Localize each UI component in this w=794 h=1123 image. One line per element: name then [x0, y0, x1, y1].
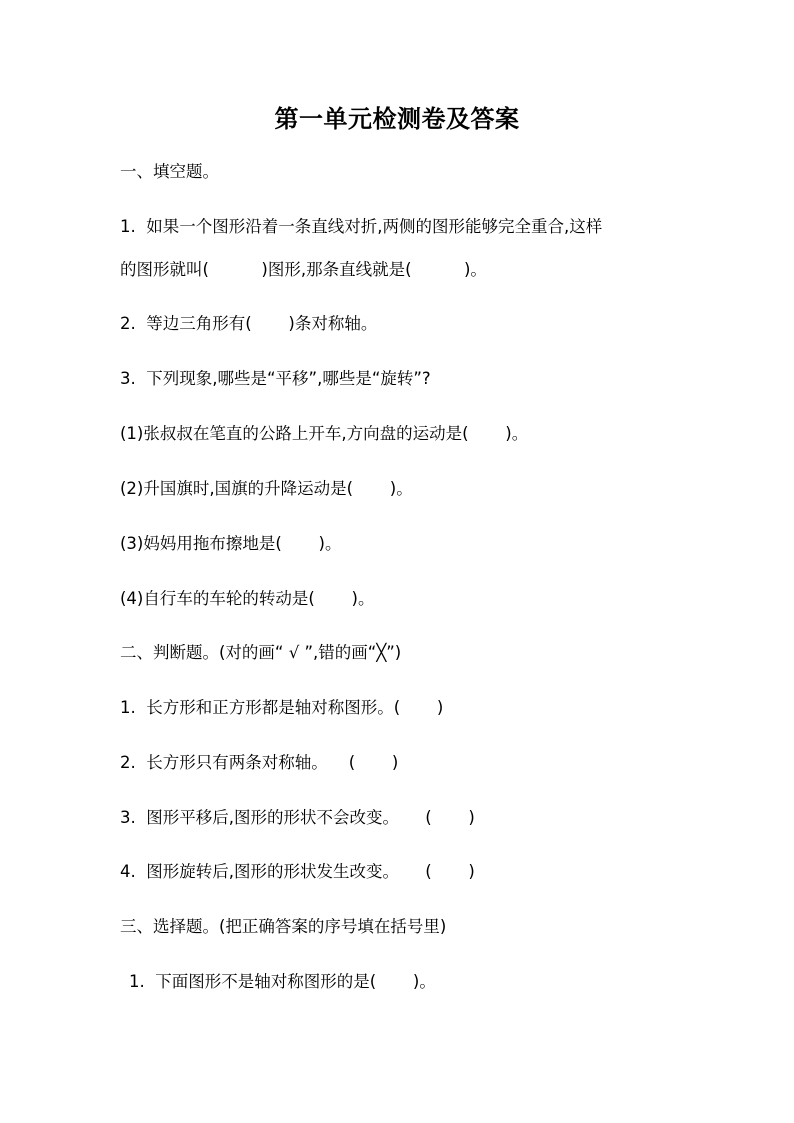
- question-1-1-line-2: 的图形就叫( )图形,那条直线就是( )。: [120, 260, 487, 279]
- section-1-heading: 一、填空题。: [120, 162, 219, 181]
- question-2-4: 4. 图形旋转后,图形的形状发生改变。 ( ): [120, 862, 475, 881]
- section-2-heading: 二、判断题。(对的画“ √ ”,错的画“╳”): [120, 643, 402, 662]
- question-1-3-4: (4)自行车的车轮的转动是( )。: [120, 589, 375, 608]
- question-1-3: 3. 下列现象,哪些是“平移”,哪些是“旋转”?: [120, 369, 431, 388]
- section-3-heading: 三、选择题。(把正确答案的序号填在括号里): [120, 917, 447, 936]
- page-title: 第一单元检测卷及答案: [274, 105, 520, 133]
- question-1-3-1: (1)张叔叔在笔直的公路上开车,方向盘的运动是( )。: [120, 424, 529, 443]
- question-1-2: 2. 等边三角形有( )条对称轴。: [120, 314, 378, 333]
- question-1-1-line-1: 1. 如果一个图形沿着一条直线对折,两侧的图形能够完全重合,这样: [120, 217, 603, 236]
- question-1-3-3: (3)妈妈用拖布擦地是( )。: [120, 534, 342, 553]
- question-2-3: 3. 图形平移后,图形的形状不会改变。 ( ): [120, 808, 475, 827]
- question-2-1: 1. 长方形和正方形都是轴对称图形。( ): [120, 698, 444, 717]
- question-3-1: 1. 下面图形不是轴对称图形的是( )。: [129, 972, 436, 991]
- question-2-2: 2. 长方形只有两条对称轴。 ( ): [120, 753, 399, 772]
- question-1-3-2: (2)升国旗时,国旗的升降运动是( )。: [120, 479, 413, 498]
